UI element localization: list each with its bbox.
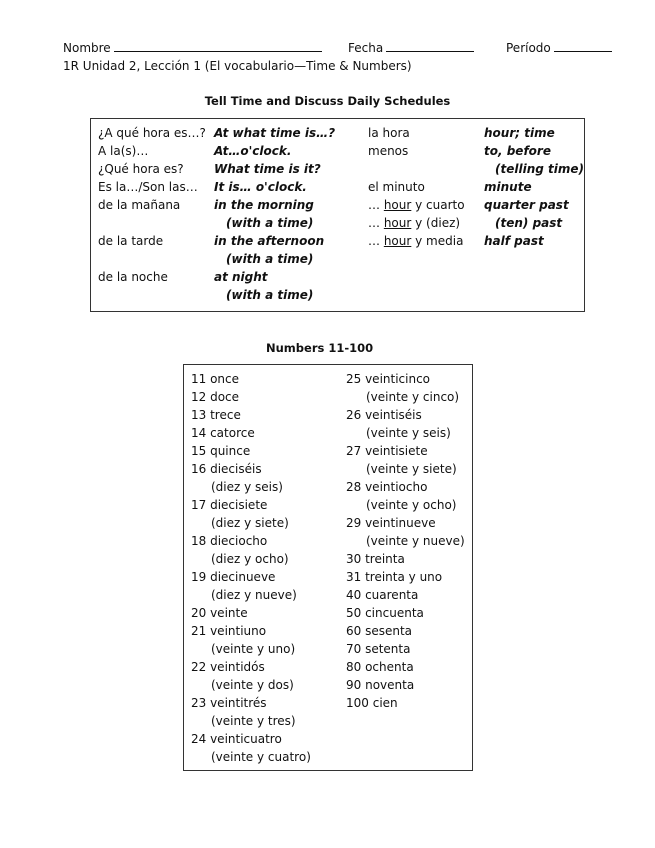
date-field[interactable] [348,40,474,55]
time-phrase-spanish: A la(s)… [98,144,149,158]
number-entry: 90 noventa [346,678,415,692]
hour-phrase [368,232,463,250]
time-word-english: half past [484,234,544,248]
name-field[interactable] [63,40,322,55]
number-entry: 15 quince [191,444,251,458]
time-vocab-box [90,118,585,312]
number-entry: 60 sesenta [346,624,413,638]
time-phrase-english: (with a time) [226,252,314,266]
numbers-box [183,364,473,771]
number-entry: 20 veinte [191,606,248,620]
number-entry: (diez y nueve) [211,588,297,602]
time-word-english: to, before [484,144,551,158]
number-entry: 80 ochenta [346,660,414,674]
number-entry: (diez y seis) [211,480,283,494]
time-phrase-spanish: ¿A qué hora es…? [98,126,206,140]
time-phrase-spanish: de la noche [98,270,168,284]
time-phrase-english: in the morning [214,198,314,212]
number-entry: (veinte y dos) [211,678,294,692]
time-word-english: hour; time [484,126,555,140]
time-phrase-english: in the afternoon [214,234,325,248]
time-phrase-english: It is… o'clock. [214,180,307,194]
time-phrase-english: (with a time) [226,288,314,302]
date-label: Fecha [348,41,384,55]
time-section-title: Tell Time and Discuss Daily Schedules [204,94,451,108]
number-entry: 26 veintiséis [346,408,422,422]
number-entry: 25 veinticinco [346,372,431,386]
time-phrase-english: At…o'clock. [214,144,292,158]
number-entry: 70 setenta [346,642,411,656]
number-entry: 21 veintiuno [191,624,267,638]
number-entry: 19 diecinueve [191,570,276,584]
hour-phrase-suffix: y cuarto [411,198,465,212]
number-entry: 12 doce [191,390,240,404]
number-entry: (veinte y cinco) [366,390,460,404]
number-entry: 31 treinta y uno [346,570,443,584]
time-word-spanish: menos [368,144,409,158]
hour-phrase-prefix: … [368,216,384,230]
hour-word: hour [383,234,412,248]
number-entry: 24 veinticuatro [191,732,282,746]
hour-phrase-prefix: … [368,234,384,248]
number-entry: 40 cuarenta [346,588,419,602]
date-blank [386,40,474,52]
name-blank [114,40,322,52]
number-entry: 29 veintinueve [346,516,436,530]
number-entry: (veinte y uno) [211,642,296,656]
number-entry: (diez y ocho) [211,552,289,566]
number-entry: (diez y siete) [211,516,289,530]
hour-word: hour [383,198,412,212]
hour-word: hour [383,216,412,230]
number-entry: 16 dieciséis [191,462,262,476]
number-entry: 50 cincuenta [346,606,424,620]
time-word-spanish: la hora [368,126,410,140]
name-label: Nombre [63,41,111,55]
number-entry: 22 veintidós [191,660,265,674]
number-entry: 100 cien [346,696,398,710]
hour-phrase [368,214,460,232]
number-entry: 27 veintisiete [346,444,428,458]
time-word-english: minute [484,180,532,194]
number-entry: 30 treinta [346,552,405,566]
time-phrase-english: (with a time) [226,216,314,230]
time-phrase-spanish: de la tarde [98,234,164,248]
hour-phrase-prefix: … [368,198,384,212]
hour-phrase-suffix: y media [411,234,464,248]
number-entry: (veinte y seis) [366,426,451,440]
number-entry: (veinte y ocho) [366,498,457,512]
time-phrase-english: at night [214,270,268,284]
period-label: Período [506,41,551,55]
number-entry: (veinte y nueve) [366,534,465,548]
number-entry: 14 catorce [191,426,255,440]
number-entry: 13 trece [191,408,241,422]
time-phrase-english: What time is it? [214,162,321,176]
unit-line: 1R Unidad 2, Lección 1 (El vocabulario—Time & Numbers) [63,59,412,73]
time-word-spanish: el minuto [368,180,425,194]
period-blank [554,40,612,52]
number-entry: 17 diecisiete [191,498,268,512]
period-field[interactable] [506,40,612,55]
number-entry: 11 once [191,372,240,386]
time-phrase-spanish: de la mañana [98,198,181,212]
number-entry: (veinte y cuatro) [211,750,311,764]
time-phrase-spanish: Es la…/Son las… [98,180,198,194]
time-phrase-spanish: ¿Qué hora es? [98,162,184,176]
number-entry: 18 dieciocho [191,534,268,548]
time-word-english: quarter past [484,198,569,212]
hour-phrase-suffix: y (diez) [411,216,461,230]
time-word-english: (telling time) [495,162,584,176]
number-entry: 23 veintitrés [191,696,267,710]
number-entry: (veinte y tres) [211,714,296,728]
number-entry: (veinte y siete) [366,462,457,476]
time-phrase-english: At what time is…? [214,126,336,140]
hour-phrase [368,196,465,214]
numbers-section-title: Numbers 11-100 [266,341,374,355]
number-entry: 28 veintiocho [346,480,428,494]
time-word-english: (ten) past [495,216,563,230]
